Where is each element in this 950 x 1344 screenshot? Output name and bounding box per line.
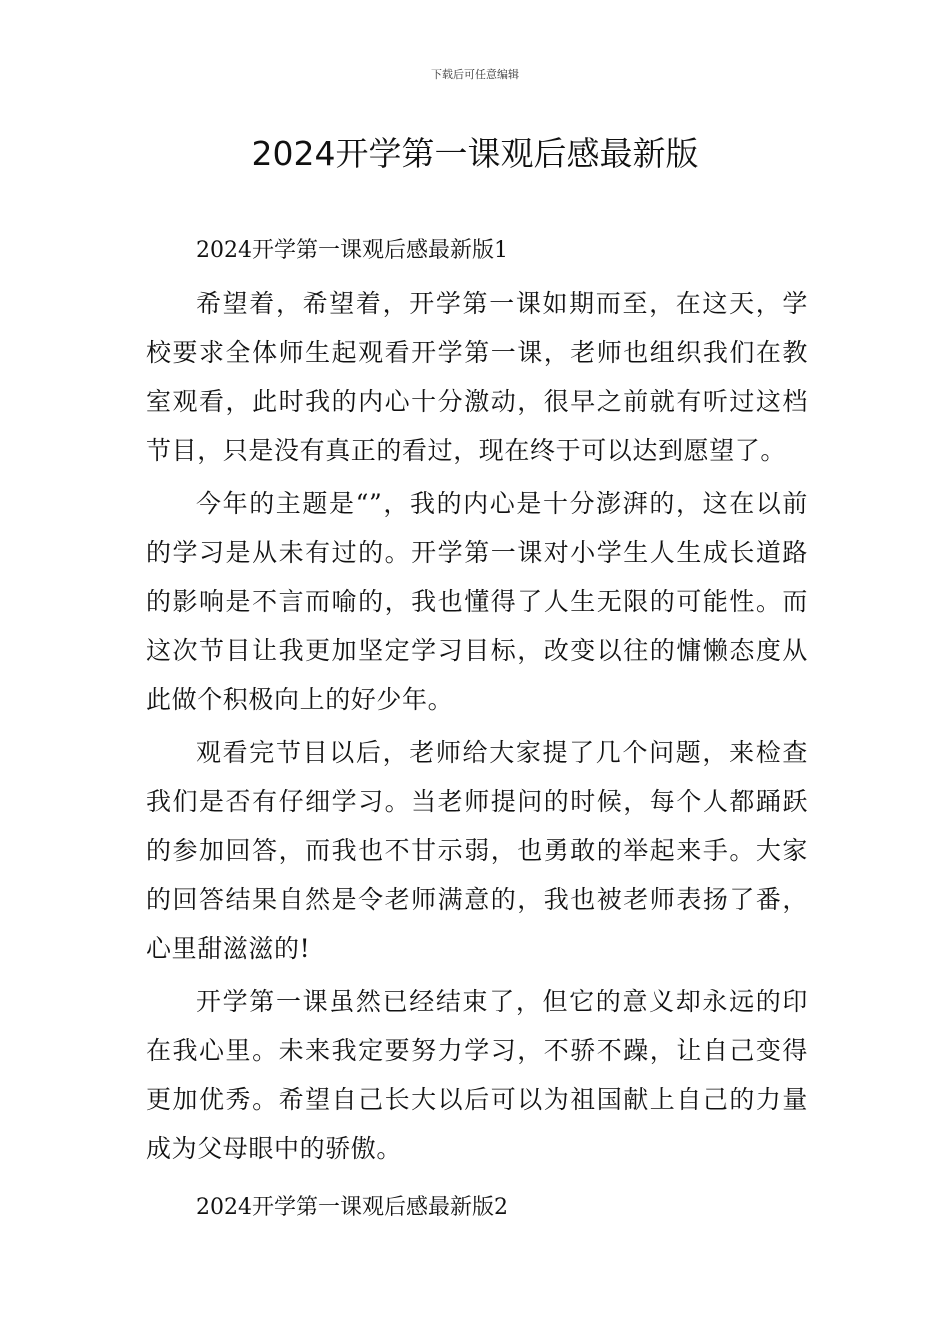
document-body (146, 226, 808, 1232)
section-heading-2: 2024开学第一课观后感最新版2 (196, 1195, 508, 1220)
paragraph: 开学第一课虽然已经结束了，但它的意义却永远的印在我心里。未来我定要努力学习，不骄不躁，让自己变得更加优秀。希望自己长大以后可以为祖国献上自己的力量成为父母眼中的骄傲。 (146, 987, 808, 1163)
paragraph: 观看完节目以后，老师给大家提了几个问题，来检查我们是否有仔细学习。当老师提问的时候，每个人都踊跃的参加回答，而我也不甘示弱，也勇敢的举起来手。大家的回答结果自然是令老师满意的，我也被老师表扬了番，心里甜滋滋的! (146, 738, 808, 963)
page-header-note: 下载后可任意编辑 (431, 68, 519, 81)
paragraph: 今年的主题是“”，我的内心是十分澎湃的，这在以前的学习是从未有过的。开学第一课对小学生人生成长道路的影响是不言而喻的，我也懂得了人生无限的可能性。而这次节目让我更加坚定学习目标，改变以往的慵懒态度从此做个积极向上的好少年。 (146, 489, 808, 714)
section-heading-1: 2024开学第一课观后感最新版1 (196, 238, 508, 263)
paragraph: 希望着，希望着，开学第一课如期而至，在这天，学校要求全体师生起观看开学第一课，老师也组织我们在教室观看，此时我的内心十分激动，很早之前就有听过这档节目，只是没有真正的看过，现在终于可以达到愿望了。 (146, 289, 808, 465)
document-title: 2024开学第一课观后感最新版 (251, 134, 699, 173)
